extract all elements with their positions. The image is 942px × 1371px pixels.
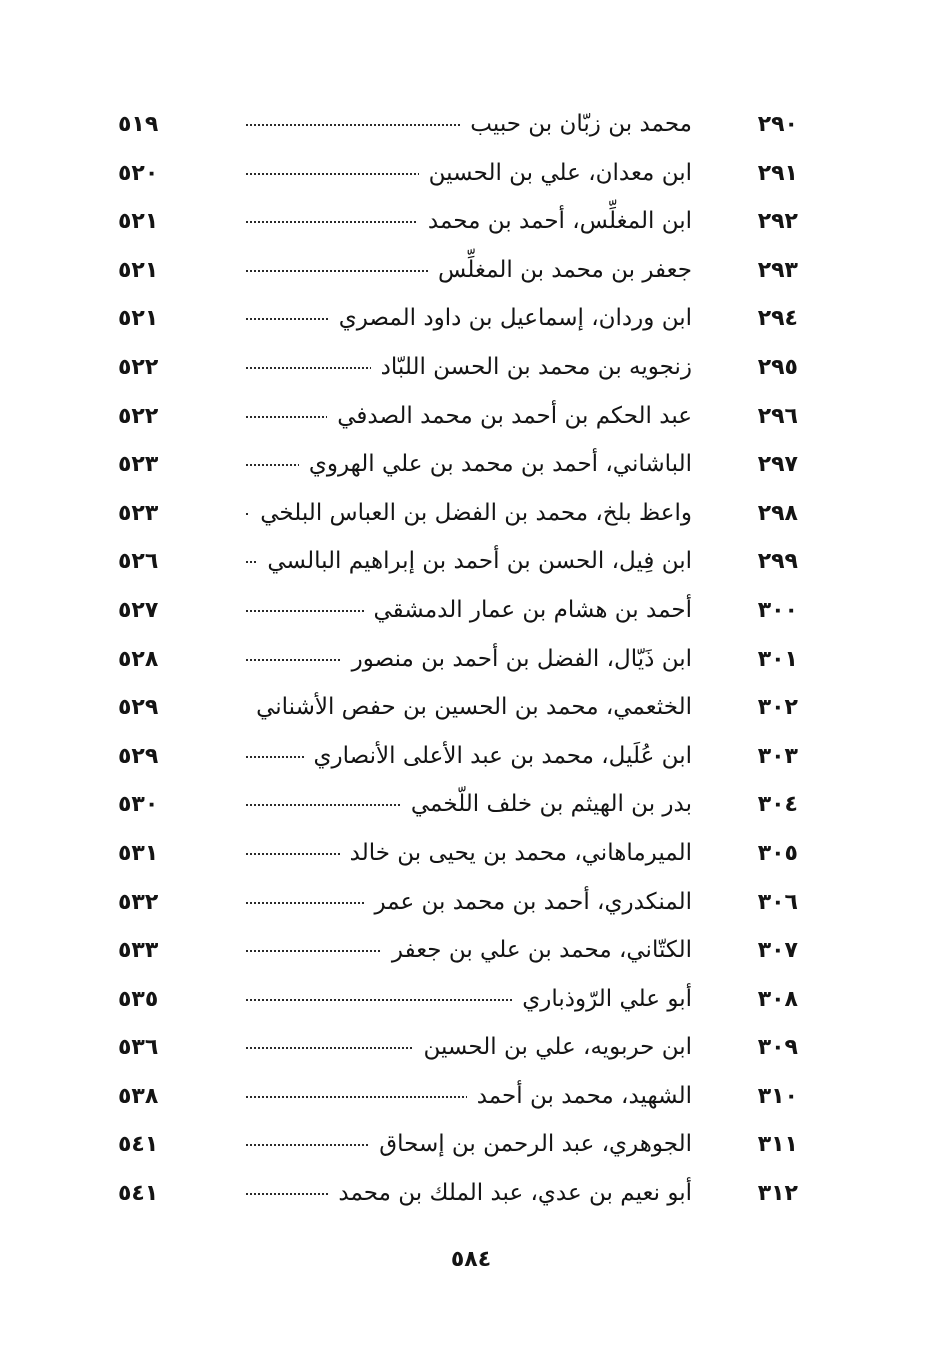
toc-row: [118, 1124, 798, 1173]
entry-number: ٣٠٨: [757, 986, 798, 1012]
table-of-contents: [118, 104, 798, 1222]
entry-page-number: ٥٢٩: [118, 695, 159, 721]
entry-number: ٣٠٦: [757, 889, 798, 915]
toc-row: [118, 298, 798, 347]
entry-title: بدر بن الهيثم بن خلف اللّخمي: [401, 788, 692, 820]
entry-page-number: ٥٢٩: [118, 743, 159, 769]
entry-number: ٣٠٤: [757, 792, 798, 818]
toc-row: [118, 736, 798, 785]
toc-row: [118, 882, 798, 931]
page-folio-number: ٥٨٤: [450, 1247, 492, 1272]
entry-title: أبو نعيم بن عدي، عبد الملك بن محمد: [328, 1177, 692, 1209]
toc-row: [118, 930, 798, 979]
entry-page-number: ٥٢١: [118, 306, 159, 332]
entry-page-number: ٥٢٣: [118, 452, 159, 478]
entry-page-number: ٥٢٢: [118, 403, 159, 429]
entry-page-number: ٥٢٣: [118, 500, 159, 526]
entry-title: ابن المغلِّس، أحمد بن محمد: [418, 205, 692, 237]
entry-page-number: ٥٤١: [118, 1132, 159, 1158]
entry-title: ابن عُلَيل، محمد بن عبد الأعلى الأنصاري: [304, 740, 692, 772]
toc-row: [118, 201, 798, 250]
entry-title: أحمد بن هشام بن عمار الدمشقي: [364, 594, 693, 626]
entry-number: ٢٩٠: [757, 112, 798, 137]
entry-number: ٣٠٥: [757, 840, 798, 866]
entry-page-number: ٥٣٦: [118, 1035, 159, 1061]
entry-number: ٣٠٢: [757, 695, 798, 721]
entry-number: ٣٠٩: [757, 1035, 798, 1061]
entry-title: زنجويه بن محمد بن الحسن اللبّاد: [371, 351, 692, 383]
entry-page-number: ٥٢٠: [118, 160, 159, 186]
entry-number: ٢٩٥: [757, 354, 798, 380]
entry-page-number: ٥٣٥: [118, 986, 159, 1012]
toc-row: [118, 590, 798, 639]
entry-title: الخثعمي، محمد بن الحسين بن حفص الأشناني: [246, 691, 692, 723]
toc-row: [118, 639, 798, 688]
toc-row: [118, 1027, 798, 1076]
toc-row: [118, 784, 798, 833]
entry-number: ٢٩٣: [757, 257, 798, 283]
entry-page-number: ٥٣٣: [118, 938, 159, 964]
entry-page-number: ٥٢٨: [118, 646, 159, 672]
toc-row: [118, 541, 798, 590]
entry-number: ٣١١: [757, 1132, 798, 1158]
entry-number: ٣١٠: [757, 1083, 798, 1109]
toc-row: [118, 444, 798, 493]
entry-number: ٣٠١: [757, 646, 798, 672]
entry-number: ٣٠٣: [757, 743, 798, 769]
toc-row: [118, 396, 798, 445]
entry-page-number: ٥٢٧: [118, 597, 159, 623]
entry-page-number: ٥٢٦: [118, 549, 159, 575]
entry-number: ٢٩٧: [757, 452, 798, 478]
entry-number: ٣١٢: [757, 1181, 798, 1207]
toc-row: [118, 1173, 798, 1222]
entry-title: الميرماهاني، محمد بن يحيى بن خالد: [340, 837, 692, 869]
toc-row: [118, 687, 798, 736]
entry-title: واعظ بلخ، محمد بن الفضل بن العباس البلخي: [250, 497, 692, 529]
entry-page-number: ٥٣٢: [118, 889, 159, 915]
toc-row: [118, 347, 798, 396]
entry-title: عبد الحكم بن أحمد بن محمد الصدفي: [327, 400, 692, 432]
entry-title: ابن فِيل، الحسن بن أحمد بن إبراهيم البالسي: [257, 545, 692, 577]
toc-row: [118, 493, 798, 542]
entry-title: الباشاني، أحمد بن محمد بن علي الهروي: [299, 448, 692, 480]
entry-page-number: ٥١٩: [118, 112, 159, 137]
entry-number: ٢٩٢: [757, 209, 798, 235]
toc-row: [118, 104, 798, 153]
entry-page-number: ٥٢١: [118, 257, 159, 283]
entry-title: الشهيد، محمد بن أحمد: [467, 1080, 692, 1112]
entry-title: ابن وردان، إسماعيل بن داود المصري: [329, 302, 692, 334]
entry-page-number: ٥٣٨: [118, 1083, 159, 1109]
entry-number: ٣٠٠: [757, 597, 798, 623]
entry-title: جعفر بن محمد بن المغلِّس: [428, 254, 692, 286]
entry-number: ٢٩١: [757, 160, 798, 186]
entry-title: المنكدري، أحمد بن محمد بن عمر: [364, 886, 692, 918]
toc-row: [118, 833, 798, 882]
toc-row: [118, 153, 798, 202]
entry-title: ابن ذَيّال، الفضل بن أحمد بن منصور: [342, 643, 692, 675]
entry-page-number: ٥٢١: [118, 209, 159, 235]
entry-number: ٢٩٤: [757, 306, 798, 332]
entry-page-number: ٥٣١: [118, 840, 159, 866]
entry-title: ابن حربويه، علي بن الحسين: [413, 1031, 692, 1063]
entry-page-number: ٥٢٢: [118, 354, 159, 380]
entry-number: ٣٠٧: [757, 938, 798, 964]
entry-title: الجوهري، عبد الرحمن بن إسحاق: [369, 1128, 692, 1160]
entry-title: محمد بن زبّان بن حبيب: [460, 108, 692, 140]
entry-number: ٢٩٦: [757, 403, 798, 429]
entry-title: ابن معدان، علي بن الحسين: [419, 157, 692, 189]
entry-title: الكتّاني، محمد بن علي بن جعفر: [382, 934, 692, 966]
entry-page-number: ٥٣٠: [118, 792, 159, 818]
entry-number: ٢٩٨: [757, 500, 798, 526]
toc-row: [118, 1076, 798, 1125]
entry-number: ٢٩٩: [757, 549, 798, 575]
toc-row: [118, 250, 798, 299]
entry-title: أبو علي الرّوذباري: [512, 983, 692, 1015]
entry-page-number: ٥٤١: [118, 1181, 159, 1207]
toc-row: [118, 979, 798, 1028]
